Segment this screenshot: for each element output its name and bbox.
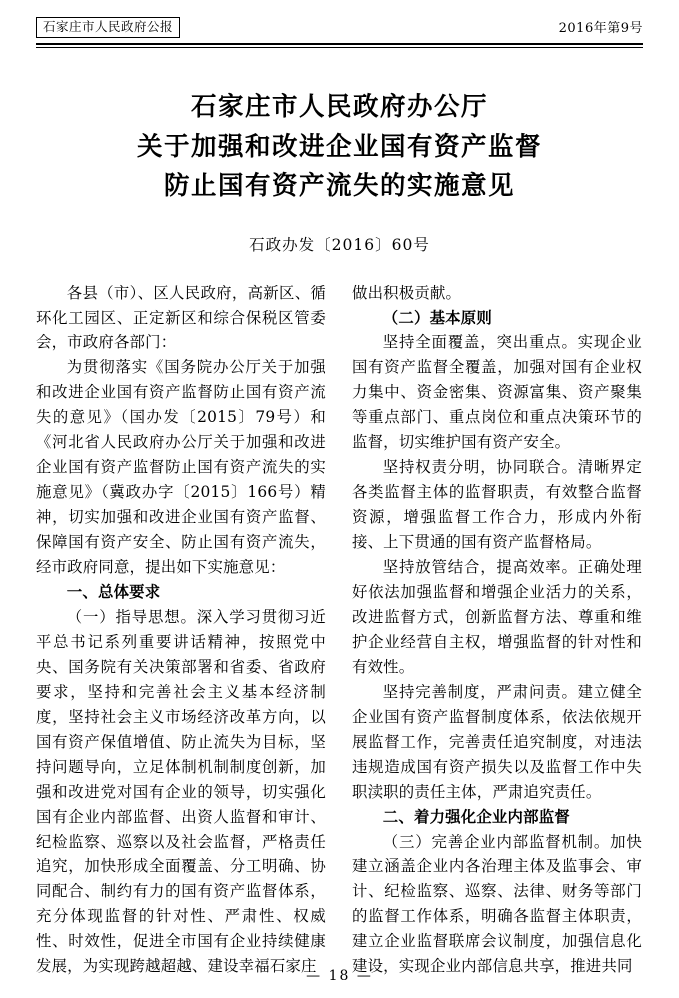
body-columns <box>36 281 643 980</box>
section-heading: 一、总体要求 <box>66 582 161 601</box>
paragraph: 为贯彻落实《国务院办公厅关于加强和改进企业国有资产监督防止国有资产流失的意见》（国办发〔2015〕79号）和《河北省人民政府办公厅关于加强和改进企业国有资产监督防止国有资产流失的实施意见》（冀政办字〔2015〕166号）精神，切实加强和改进企业国有资产监督、保障国有资产安全、防止国有资产流失，经市政府同意，提出如下实施意见： <box>36 358 326 577</box>
column-left <box>36 281 326 980</box>
header-divider <box>36 43 643 48</box>
paragraph: 坚持放管结合，提高效率。正确处理好依法加强监督和增强企业活力的关系，改进监督方式，创新监督方法、尊重和维护企业经营自主权，增强监督的针对性和有效性。 <box>352 558 642 676</box>
publication-name: 石家庄市人民政府公报 <box>36 17 180 38</box>
title-line-2: 关于加强和改进企业国有资产监督 <box>136 131 542 162</box>
paragraph: （三）完善企业内部监督机制。加快建立涵盖企业内各治理主体及监事会、审计、纪检监察、巡察、法律、财务等部门的监督工作体系，明确各监督主体职责，建立企业监督联席会议制度，加强信息化建设，实现企业内部信息共享，推进共同 <box>352 832 642 976</box>
section-heading: 二、着力强化企业内部监督 <box>382 807 570 826</box>
issue-number: 2016年第9号 <box>558 21 643 36</box>
paragraph: 坚持权责分明，协同联合。清晰界定各类监督主体的监督职责，有效整合监督资源，增强监督工作合力，形成内外衔接、上下贯通的国有资产监督格局。 <box>352 458 642 552</box>
paragraph: 坚持完善制度，严肃问责。建立健全企业国有资产监督制度体系，依法依规开展监督工作，完善责任追究制度，对违法违规造成国有资产损失以及监督工作中失职渎职的责任主体，严肃追究责任。 <box>352 682 642 801</box>
paragraph: 坚持全面覆盖，突出重点。实现企业国有资产监督全覆盖，加强对国有企业权力集中、资金密集、资源富集、资产聚集等重点部门、重点岗位和重点决策环节的监督，切实维护国有资产安全。 <box>352 333 642 452</box>
document-title <box>36 88 643 207</box>
page-number: — 18 — <box>306 968 373 984</box>
paragraph: 做出积极贡献。 <box>352 283 462 302</box>
title-line-3: 防止国有资产流失的实施意见 <box>163 171 515 202</box>
section-heading: （二）基本原则 <box>382 308 492 327</box>
paragraph: （一）指导思想。深入学习贯彻习近平总书记系列重要讲话精神，按照党中央、国务院有关决策部署和省委、省政府要求，坚持和完善社会主义基本经济制度，坚持社会主义市场经济改革方向，以国有资产保值增值、防止流失为目标，坚持问题导向，立足体制机制制度创新，加强和改进党对国有企业的领导，切实强化国有企业内部监督、出资人监督和审计、纪检监察、巡察以及社会监督，严格责任追究，加快形成全面覆盖、分工明确、协同配合、制约有力的国有资产监督体系，充分体现监督的针对性、严肃性、权威性、时效性，促进全市国有企业持续健康发展，为实现跨越超越、建设幸福石家庄 <box>36 607 326 976</box>
paragraph: 各县（市）、区人民政府，高新区、循环化工园区、正定新区和综合保税区管委会，市政府各部门： <box>36 283 326 352</box>
column-right <box>352 281 642 980</box>
running-head <box>36 0 643 38</box>
document-number: 石政办发〔2016〕60号 <box>249 235 430 254</box>
title-line-1: 石家庄市人民政府办公厅 <box>190 92 488 122</box>
